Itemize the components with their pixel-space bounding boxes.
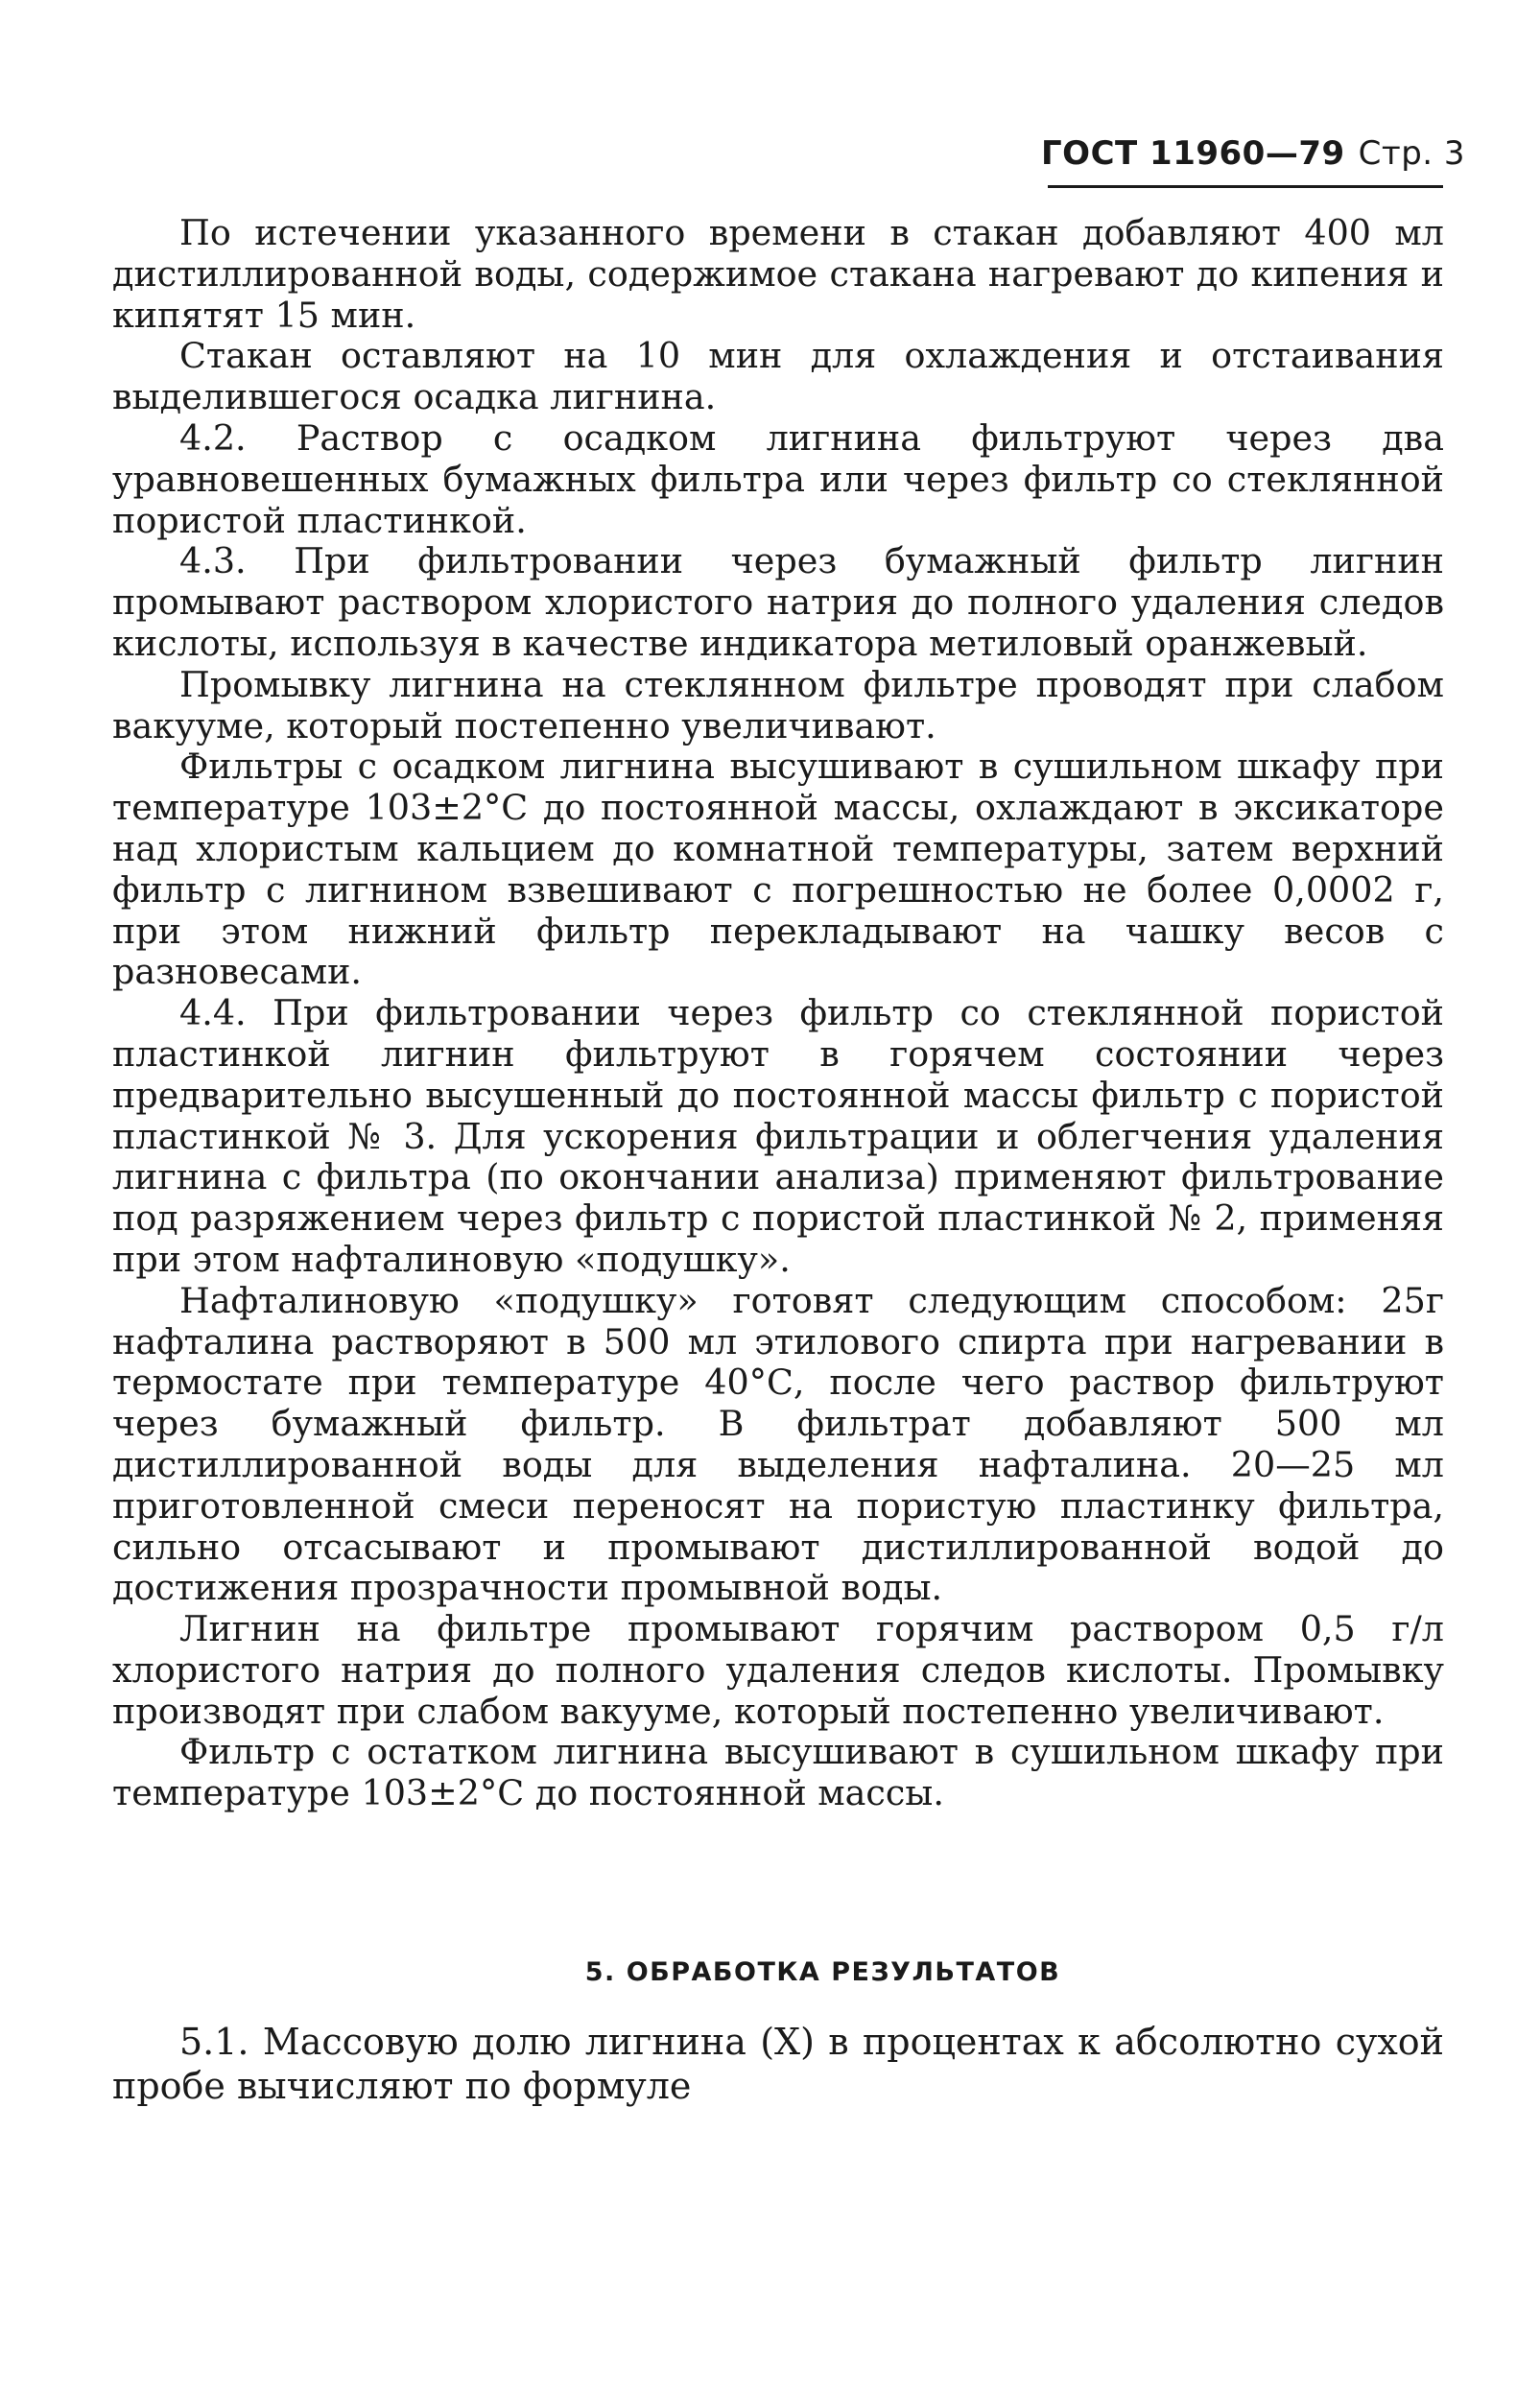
paragraph: Лигнин на фильтре промывают горячим раствором 0,5 г/л хлористого натрия до полного удаления следов кислоты. Промывку производят при слабом вакууме, который постепенно увеличивают. bbox=[112, 1608, 1444, 1732]
paragraph: Фильтры с осадком лигнина высушивают в сушильном шкафу при температуре 103±2°С до постоянной массы, охлаждают в эксикаторе над хлористым кальцием до комнатной температуры, затем верхний фильтр с лигнином взвешивают с погрешностью не более 0,0002 г, при этом нижний фильтр перекладывают на чашку весов с разновесами. bbox=[112, 746, 1444, 993]
header-rule bbox=[1048, 185, 1443, 188]
page-number: Стр. 3 bbox=[1358, 134, 1466, 173]
paragraph: 5.1. Массовую долю лигнина (X) в процентах к абсолютно сухой пробе вычисляют по формуле bbox=[112, 2021, 1444, 2107]
paragraph: По истечении указанного времени в стакан добавляют 400 мл дистиллированной воды, содержимое стакана нагревают до кипения и кипятят 15 мин. bbox=[112, 212, 1444, 336]
paragraph: Стакан оставляют на 10 мин для охлаждения и отстаивания выделившегося осадка лигнина. bbox=[112, 335, 1444, 418]
paragraph: Фильтр с остатком лигнина высушивают в сушильном шкафу при температуре 103±2°С до постоянной массы. bbox=[112, 1731, 1444, 1814]
formula-intro bbox=[112, 2020, 1444, 2108]
paragraph: Нафталиновую «подушку» готовят следующим способом: 25г нафталина растворяют в 500 мл этилового спирта при нагревании в термостате при температуре 40°С, после чего раствор фильтруют через бумажный фильтр. В фильтрат добавляют 500 мл дистиллированной воды для выделения нафталина. 20—25 мл приготовленной смеси переносят на пористую пластинку фильтра, сильно отсасывают и промывают дистиллированной водой до достижения прозрачности промывной воды. bbox=[112, 1279, 1444, 1609]
page-header bbox=[1041, 134, 1466, 173]
paragraph: 4.3. При фильтровании через бумажный фильтр лигнин промывают раствором хлористого натрия до полного удаления следов кислоты, используя в качестве индикатора метиловый оранжевый. bbox=[112, 540, 1444, 664]
body-text bbox=[112, 213, 1444, 1814]
paragraph: 4.4. При фильтровании через фильтр со стеклянной пористой пластинкой лигнин фильтруют в горячем состоянии через предварительно высушенный до постоянной массы фильтр с пористой пластинкой № 3. Для ускорения фильтрации и облегчения удаления лигнина с фильтра (по окончании анализа) применяют фильтрование под разряжением через фильтр с пористой пластинкой № 2, применяя при этом нафталиновую «подушку». bbox=[112, 992, 1444, 1280]
standard-number: ГОСТ 11960—79 bbox=[1041, 134, 1345, 173]
paragraph: Промывку лигнина на стеклянном фильтре проводят при слабом вакууме, который постепенно увеличивают. bbox=[112, 663, 1444, 746]
section-heading: 5. ОБРАБОТКА РЕЗУЛЬТАТОВ bbox=[584, 1957, 1061, 1987]
paragraph: 4.2. Раствор с осадком лигнина фильтруют через два уравновешенных бумажных фильтра или через фильтр со стеклянной пористой пластинкой. bbox=[112, 416, 1444, 541]
